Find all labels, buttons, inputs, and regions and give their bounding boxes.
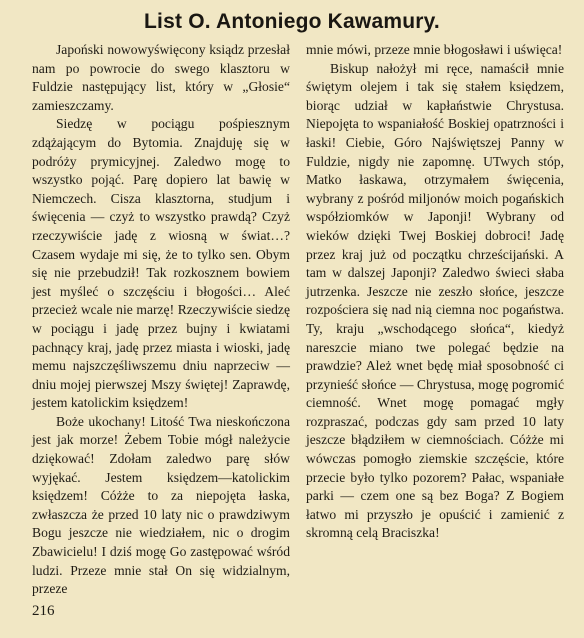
left-column xyxy=(32,41,290,599)
paragraph: Siedzę w pociągu pośpiesznym zdążającym do Bytomia. Znajduję się w podróży prymicyjnej. Zaledwo mogę to wszystko pojąć. Parę dopiero lat bawię w Niemczech. Cisza klasztorna, studjum i święcenia — czyż to wszystko prawdą? Czyż rzeczywiście jadę z wiosną w świat…? Czasem wydaje mi się, że to tylko sen. Obym się nie przebudził! Tak rozkosznem bowiem jest myśleć o szczęściu i błogości… Aleć przecież wcale nie marzę! Rzeczywiście siedzę w pociągu i jadę przez bujny i kwiatami pachnący kraj, jadę przez miasta i wioski, jadę memu najszczęśliwszemu dniu naprzeciw — dniu mojej pierwszej Mszy świętej! Zaprawdę, jestem katolickim księdzem! xyxy=(32,116,290,411)
article-title: List O. Antoniego Kawamury. xyxy=(144,10,440,33)
paragraph: Boże ukochany! Litość Twa nieskończona jest jak morze! Żebem Tobie mógł należycie dziękować! Zdołam zaledwo parę słów wyjękać. Jestem księdzem—katolickim księdzem! Cóżże to za niepojęta łaska, zwłaszcza że przed 10 laty nic o prawdziwym Bogu jeszcze nie wiedziałem, nic o drogim Zbawicielu! I dziś mogę Go zastępować wśród ludzi. Przeze mnie stał On się widzialnym, przeze xyxy=(32,413,290,597)
right-column xyxy=(306,41,564,543)
paragraph-continued: mnie mówi, przeze mnie błogosławi i uświęca! xyxy=(306,42,563,57)
paragraph: Japoński nowowyświęcony ksiądz przesłał nam po powrocie do swego klasztoru w Fuldzie następujący list, który w „Głosie“ zamieszczamy. xyxy=(32,42,290,113)
paragraph: Biskup nałożył mi ręce, namaścił mnie świętym olejem i tak się stałem księdzem, biorąc udział w kapłaństwie Chrystusa. Niepojęta to wspaniałość Boskiej opatrzności i łaski! Ciebie, Góro Najświętszej Panny w Fuldzie, nigdy nie zapomnę. UTwych stóp, Matko łaskawa, otrzymałem święcenia, wybrany z pośród miljonów moich pogańskich współziomków w Japonji! Wybrany od wieków dzięki Twej Boskiej dobroci! Jadę przez kraj już od początku chrześcijański. A tam w dalszej Japonji? Zaledwo świeci słaba jutrzenka. Jeszcze nie zeszło słońce, jeszcze rozpościera się nad nią ciemna noc pogaństwa. Ty, kraju „wschodącego słońca“, kiedyż nareszcie miano twe polegać będzie na prawdzie? Ależ wnet będę miał sposobność ci przynieść słońce — Chrystusa, mogę pogromić ciemność. Wnet mogę pomagać mgły rozpraszać, podczas gdy sam przed 10 laty jeszcze błądziłem w ciemnościach. Cóżże mi wówczas pomogło ziemskie szczęście, które przecie było tylko pozorem? Pałac, wspaniałe parki — czem one są bez Boga? Z Bogiem łatwo mi przyszło je opuścić i zamienić z skromną celą Braciszka! xyxy=(306,60,564,541)
page-number: 216 xyxy=(32,603,55,619)
